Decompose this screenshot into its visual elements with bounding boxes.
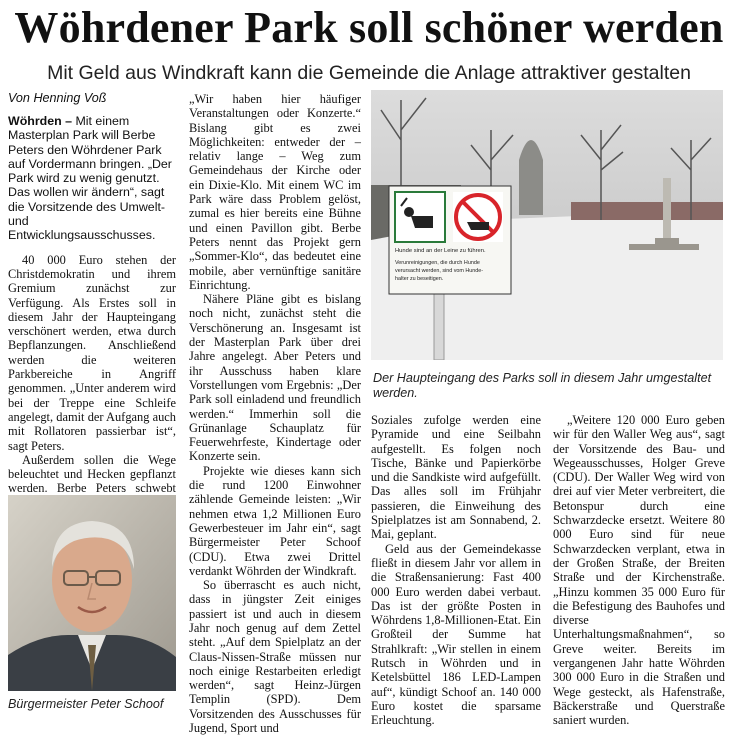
col2-paragraph: „Wir haben hier häufiger Veranstaltungen oder Konzerte.“ Bislang gibt es zwei Möglichkeiten: entweder der – relativ lange – Weg zum Gemeindehaus der Kirche oder ein Dixie-Klo. Mit einem WC im Park wäre dass Problem gelöst, zumal es hier bereits eine Bühne und einen Pavillon gibt. Berbe Peters nennt das Projekt gern „Sommer-Klo“, das bedeutet eine mobile, aber vernünftige sanitäre Einrichtung. bbox=[189, 92, 361, 292]
col2-paragraph: So überrascht es auch nicht, dass in jüngster Zeit einiges passiert ist und auch in diesem Jahr noch genug auf dem Zettel steht. „Auf dem Spielplatz an der Claus-Nissen-Straße müssen nur noch einige Restarbeiten erledigt werden“, sagt Heinz-Jürgen Templin (SPD). Dem Vorsitzenden des Ausschusses für Jugend, Sport und bbox=[189, 578, 361, 735]
portrait-illustration bbox=[8, 495, 176, 691]
sign-text-4: halter zu beseitigen. bbox=[395, 276, 444, 282]
portrait-photo bbox=[8, 495, 176, 691]
col3-paragraph: Soziales zufolge werden eine Pyramide und eine Seilbahn aufgestellt. Es folgen noch Tische, Bänke und Papierkörbe und die Sandkiste wird aufgefüllt. Das alles soll im Frühjahr passieren, die Einweihung des Spielplatzes ist am Sonnabend, 2. Mai, geplant. bbox=[371, 413, 541, 542]
sign-text-1: Hunde sind an der Leine zu führen. bbox=[395, 248, 486, 254]
lead-paragraph bbox=[8, 114, 176, 243]
portrait-caption: Bürgermeister Peter Schoof bbox=[8, 697, 164, 711]
park-illustration bbox=[371, 90, 723, 360]
column-4 bbox=[553, 413, 725, 728]
headline: Wöhrdener Park soll schöner werden bbox=[14, 3, 724, 52]
byline: Von Henning Voß bbox=[8, 91, 107, 105]
lead-place: Wöhrden – bbox=[8, 114, 73, 128]
sign-text-3: verursacht werden, sind vom Hunde- bbox=[395, 268, 484, 274]
lead-text: Mit einem Masterplan Park will Berbe Peters den Wöhrdener Park auf Vordermann bringen. „Der Park wird zu wenig genutzt. Das wollen wir ändern“, sagt die Vorsitzende des Umwelt- und Entwicklungsausschusses. bbox=[8, 114, 172, 243]
col3-paragraph: Geld aus der Gemeindekasse fließt in diesem Jahr vor allem in die Straßensanierung: Fast 400 000 Euro werden dabei verbaut. Das ist der größte Posten in Wöhrdens 1,8-Millionen-Etat. Ein Großteil der Summe hat Strahlkraft: „Wir stellen in einem Rutsch in Wöhrden und in Ketelsbüttel 186 LED-Lampen auf“, kündigt Schoof an. 140 000 Euro kostet die sparsame Erleuchtung. bbox=[371, 541, 541, 728]
column-2 bbox=[189, 92, 361, 735]
col2-paragraph: Nähere Pläne gibt es bislang noch nicht, zunächst steht die Verschönerung an. Insgesamt ist der Masterplan Park über drei Jahre angelegt. Aber Peters und ihr Ausschuss haben klare Vorstellungen vom Ergebnis: „Der Park soll einladend und freundlich werden.“ Immerhin soll die Grünanlage Schauplatz für Feuerwehrfeste, Kindertage oder Konzerte sein. bbox=[189, 292, 361, 464]
col2-paragraph: Projekte wie dieses kann sich die rund 1200 Einwohner zählende Gemeinde leisten: „Wir nehmen etwa 1,2 Millionen Euro Gewerbesteuer im Jahr ein“, sagt Bürgermeister Peter Schoof (CDU). Etwa zwei Drittel verdankt Wöhrden der Windkraft. bbox=[189, 463, 361, 578]
park-caption: Der Haupteingang des Parks soll in diesem Jahr umgestaltet werden. bbox=[373, 371, 712, 400]
column-1 bbox=[8, 90, 176, 510]
col1-paragraph: 40 000 Euro stehen der Christdemokratin und ihrem Gremium zunächst zur Verfügung. Als Erstes soll in diesem Jahr der Haupteingang verschönert werden, etwa durch Bepflanzungen. Anschließend werden die weiteren Parkbereiche in Angriff genommen. „Unter anderem wird bei der Treppe eine Schleife angelegt, damit der Aufgang auch mit Rollatoren passierbar ist“, sagt Peters. bbox=[8, 252, 176, 453]
column-3 bbox=[371, 413, 541, 728]
col1-paragraph: Außerdem sollen die Wege beleuchtet und Hecken gepflanzt werden. Berbe Peters schwebt bbox=[8, 452, 176, 496]
sign-text-2: Verunreinigungen, die durch Hunde bbox=[395, 260, 480, 266]
park-photo bbox=[371, 90, 723, 360]
subheadline: Mit Geld aus Windkraft kann die Gemeinde die Anlage attraktiver gestalten bbox=[47, 62, 691, 84]
col4-paragraph: „Weitere 120 000 Euro geben wir für den Waller Weg aus“, sagt der Vorsitzende des Bau- und Wegeausschusses, Holger Greve (CDU). Der Waller Weg wird von drei auf vier Meter verbreitert, die Betonspur durch eine Schwarzdecke ersetzt. Weitere 80 000 Euro sind für neue Schwarzdecken verplant, etwa in der Großen Straße, der Breiten Straße und der Kirchenstraße. „Hinzu kommen 35 000 Euro für die Befestigung des Bauhofes und diverse Unterhaltungsmaßnahmen“, so Greve weiter. Bereits im vergangenen Jahr hatte Wöhrden 300 000 Euro in die Straßen und Wege gesteckt, als Hafenstraße, Bäckerstraße und Querstraße saniert wurden. bbox=[553, 413, 725, 728]
